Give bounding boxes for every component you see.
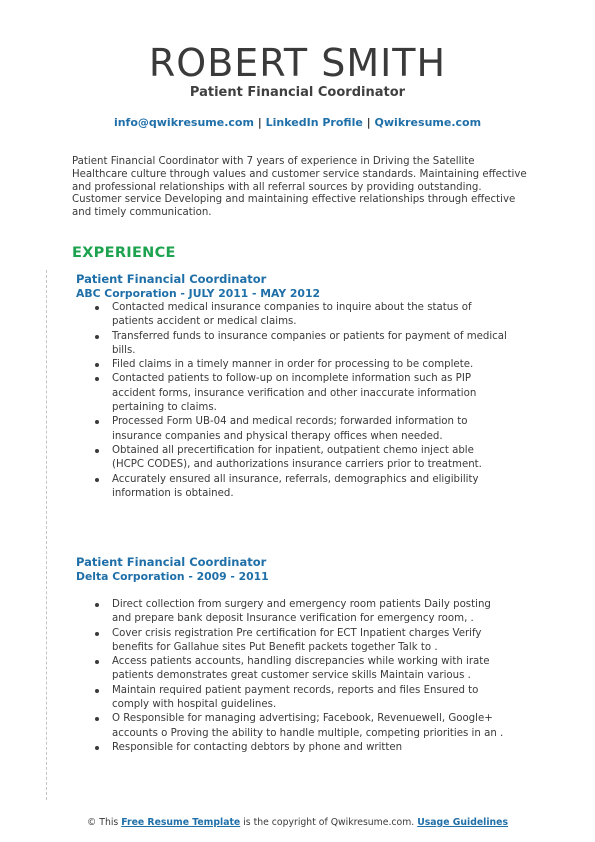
list-item: Access patients accounts, handling discrepancies while working with irate patients demonstrates great customer service skills Maintain various . bbox=[76, 655, 508, 684]
job-company: Delta Corporation bbox=[76, 570, 185, 583]
candidate-name: ROBERT SMITH bbox=[148, 41, 447, 85]
list-item: Processed Form UB-04 and medical records; forwarded information to insurance companies and physical therapy offices when needed. bbox=[76, 415, 508, 444]
bullet-icon bbox=[95, 632, 99, 636]
experience-heading: EXPERIENCE bbox=[72, 245, 176, 261]
job-bullets bbox=[76, 598, 516, 755]
list-item: Responsible for contacting debtors by phone and written bbox=[76, 741, 508, 755]
free-resume-template-link[interactable]: Free Resume Template bbox=[121, 817, 241, 828]
bullet-icon bbox=[95, 689, 99, 693]
bullet-icon bbox=[95, 420, 99, 424]
candidate-role: Patient Financial Coordinator bbox=[189, 85, 406, 100]
copyright-icon: © bbox=[87, 817, 97, 828]
job-title: Patient Financial Coordinator bbox=[76, 272, 267, 286]
bullet-icon bbox=[95, 717, 99, 721]
footer-text: This bbox=[99, 817, 119, 828]
bullet-icon bbox=[95, 478, 99, 482]
bullet-icon bbox=[95, 660, 99, 664]
job-company-dates bbox=[76, 570, 516, 584]
bullet-icon bbox=[95, 377, 99, 381]
job-company-dates bbox=[76, 287, 516, 301]
usage-guidelines-link[interactable]: Usage Guidelines bbox=[417, 817, 508, 828]
list-item: Obtained all precertification for inpatient, outpatient chemo inject able (HCPC CODES), and authorizations insurance carriers prior to treatment. bbox=[76, 444, 508, 473]
contact-separator: | bbox=[366, 116, 371, 129]
job-dates: - JULY 2011 - MAY 2012 bbox=[176, 287, 320, 300]
bullet-icon bbox=[95, 746, 99, 750]
footer-text: is the copyright of Qwikresume.com. bbox=[243, 817, 415, 828]
list-item: Filed claims in a timely manner in order for processing to be complete. bbox=[76, 358, 508, 372]
bullet-icon bbox=[95, 449, 99, 453]
job-company: ABC Corporation bbox=[76, 287, 177, 300]
list-item: Cover crisis registration Pre certification for ECT Inpatient charges Verify benefits for Gallahue sites Put Benefit packets together Talk to . bbox=[76, 627, 508, 656]
timeline-divider bbox=[46, 270, 47, 800]
list-item: Accurately ensured all insurance, referrals, demographics and eligibility information is obtained. bbox=[76, 473, 508, 502]
footer bbox=[0, 817, 595, 828]
list-item: Direct collection from surgery and emergency room patients Daily posting and prepare bank deposit Insurance verification for emergency room, . bbox=[76, 598, 508, 627]
website-link[interactable]: Qwikresume.com bbox=[374, 116, 482, 129]
list-item: Contacted medical insurance companies to inquire about the status of patients accident or medical claims. bbox=[76, 301, 508, 330]
linkedin-link[interactable]: LinkedIn Profile bbox=[265, 116, 363, 129]
job-title: Patient Financial Coordinator bbox=[76, 555, 267, 569]
job-bullets bbox=[76, 301, 516, 501]
job-dates: - 2009 - 2011 bbox=[184, 570, 269, 583]
summary-paragraph: Patient Financial Coordinator with 7 years of experience in Driving the Satellite Healthcare culture through values and customer service standards. Maintaining effective and professional relationships with all referral sources by providing outstanding. Customer service Developing and maintaining effective relationships through effective and timely communication. bbox=[72, 156, 527, 219]
email-link[interactable]: info@qwikresume.com bbox=[113, 116, 254, 129]
bullet-icon bbox=[95, 306, 99, 310]
bullet-icon bbox=[95, 363, 99, 367]
contact-line bbox=[0, 116, 595, 129]
list-item: Transferred funds to insurance companies or patients for payment of medical bills. bbox=[76, 330, 508, 359]
bullet-icon bbox=[95, 603, 99, 607]
list-item: O Responsible for managing advertising; Facebook, Revenuewell, Google+ accounts o Proving the ability to handle multiple, competing priorities in an . bbox=[76, 712, 508, 741]
job-entry-1 bbox=[76, 272, 516, 501]
list-item: Maintain required patient payment records, reports and files Ensured to comply with hospital guidelines. bbox=[76, 684, 508, 713]
job-entry-2 bbox=[76, 555, 516, 755]
list-item: Contacted patients to follow-up on incomplete information such as PIP accident forms, insurance verification and other inaccurate information pertaining to claims. bbox=[76, 372, 508, 415]
bullet-icon bbox=[95, 335, 99, 339]
contact-separator: | bbox=[257, 116, 262, 129]
